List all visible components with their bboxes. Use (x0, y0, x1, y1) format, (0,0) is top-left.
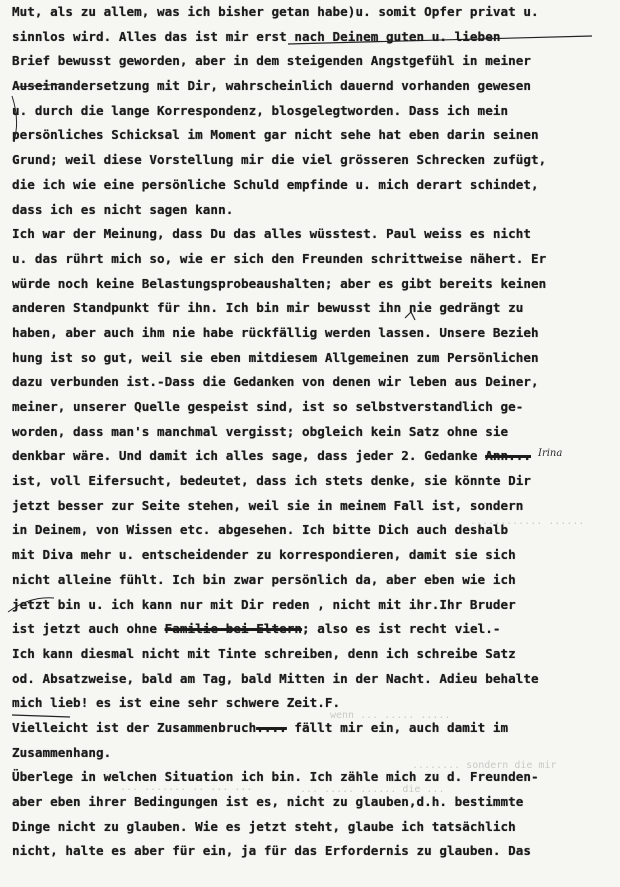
text-line: u. das rührt mich so, wie er sich den Freunden schrittweise nähert. Er (12, 250, 547, 266)
text-segment: denkbar wäre. Und damit ich alles sage, dass jeder 2. Gedanke (12, 448, 478, 464)
text-line: Überlege in welchen Situation ich bin. Ich zähle mich zu d. Freunden- (12, 769, 539, 785)
text-line: aber eben ihrer Bedingungen ist es, nicht zu glauben,d.h. bestimmte (12, 794, 524, 809)
text-line: anderen Standpunkt für ihn. Ich bin mir bewusst ihn nie gedrängt zu (12, 300, 524, 316)
text-line: ist, voll Eifersucht, bedeutet, dass ich stets denke, sie könnte Dir (12, 473, 531, 489)
text-line: Grund; weil diese Vorstellung mir die viel grösseren Schrecken zufügt, (12, 152, 547, 168)
text-line: dazu verbunden ist.-Dass die Gedanken von denen wir leben aus Deiner, (12, 374, 539, 390)
bleed-through-text: ... ....... .. ... ... (120, 782, 253, 793)
typed-text (12, 0, 612, 864)
text-line: meiner, unserer Quelle gespeist sind, ist so selbstverstandlich ge- (12, 399, 524, 414)
text-line: Brief bewusst geworden, aber in dem steigenden Angstgefühl in meiner (12, 53, 531, 69)
text-line: Ich war der Meinung, dass Du das alles wüsstest. Paul weiss es nicht (12, 226, 531, 242)
text-line: würde noch keine Belastungsprobeaushalten; aber es gibt bereits keinen (12, 275, 547, 291)
text-line: Auseinandersetzung mit Dir, wahrscheinlich dauernd vorhanden gewesen (12, 78, 531, 94)
text-line: Ich kann diesmal nicht mit Tinte schreiben, denn ich schreibe Satz (12, 645, 516, 661)
text-line: haben, aber auch ihm nie habe rückfällig werden lassen. Unsere Bezieh (12, 324, 539, 340)
bleed-through-text: ........ sondern die mir (412, 760, 557, 771)
text-line (12, 444, 612, 469)
text-line: nicht alleine fühlt. Ich bin zwar persönlich da, aber eben wie ich (12, 571, 516, 587)
text-line: sinnlos wird. Alles das ist mir erst nach Deinem guten u. lieben (12, 28, 501, 44)
text-line: mich lieb! es ist eine sehr schwere Zeit.F. (12, 695, 341, 711)
handwritten-note: Irina (538, 448, 563, 459)
bleed-through-text: ............ ...... (470, 516, 585, 527)
text-line: worden, dass man's manchmal vergisst; obgleich kein Satz ohne sie (12, 423, 509, 439)
text-line: mit Diva mehr u. entscheidender zu korrespondieren, damit sie sich (12, 547, 516, 563)
struck-word: .... (256, 719, 287, 735)
struck-phrase: Familie bei Eltern (164, 621, 303, 637)
text-line: in Deinem, von Wissen etc. abgesehen. Ich bitte Dich auch deshalb (12, 522, 509, 538)
text-line: nicht, halte es aber für ein, ja für das Erfordernis zu glauben. Das (12, 843, 531, 859)
text-line: jetzt bin u. ich kann nur mit Dir reden , nicht mit ihr.Ihr Bruder (12, 596, 516, 612)
text-segment: ; also es ist recht viel.- (302, 621, 501, 637)
text-line (12, 617, 612, 642)
text-line (12, 716, 612, 741)
text-segment: ist jetzt auch ohne (12, 621, 158, 637)
text-line: Dinge nicht zu glauben. Wie es jetzt steht, glaube ich tatsächlich (12, 818, 516, 834)
text-segment: fällt mir ein, auch damit im (286, 719, 509, 735)
text-line: persönliches Schicksal im Moment gar nicht sehe hat eben darin seinen (12, 127, 539, 143)
bleed-through-text: ... ..... ...... die ... (300, 784, 445, 795)
text-line: die ich wie eine persönliche Schuld empfinde u. mich derart schindet, (12, 176, 539, 192)
text-segment: Vielleicht ist der Zusammenbruch (12, 719, 257, 735)
text-line: Zusammenhang. (12, 744, 112, 760)
text-line: od. Absatzweise, bald am Tag, bald Mitten in der Nacht. Adieu behalte (12, 670, 539, 686)
text-line: jetzt besser zur Seite stehen, weil sie in meinem Fall ist, sondern (12, 497, 524, 513)
bleed-through-text: wenn ... ..... ..... (330, 710, 451, 721)
text-line: u. durch die lange Korrespondenz, blosgelegtworden. Dass ich mein (12, 102, 509, 118)
text-line: Mut, als zu allem, was ich bisher getan habe)u. somit Opfer privat u. (12, 4, 539, 19)
text-line: hung ist so gut, weil sie eben mitdiesem Allgemeinen zum Persönlichen (12, 349, 539, 365)
struck-word: Ann... (485, 448, 531, 464)
text-line: dass ich es nicht sagen kann. (12, 201, 234, 217)
